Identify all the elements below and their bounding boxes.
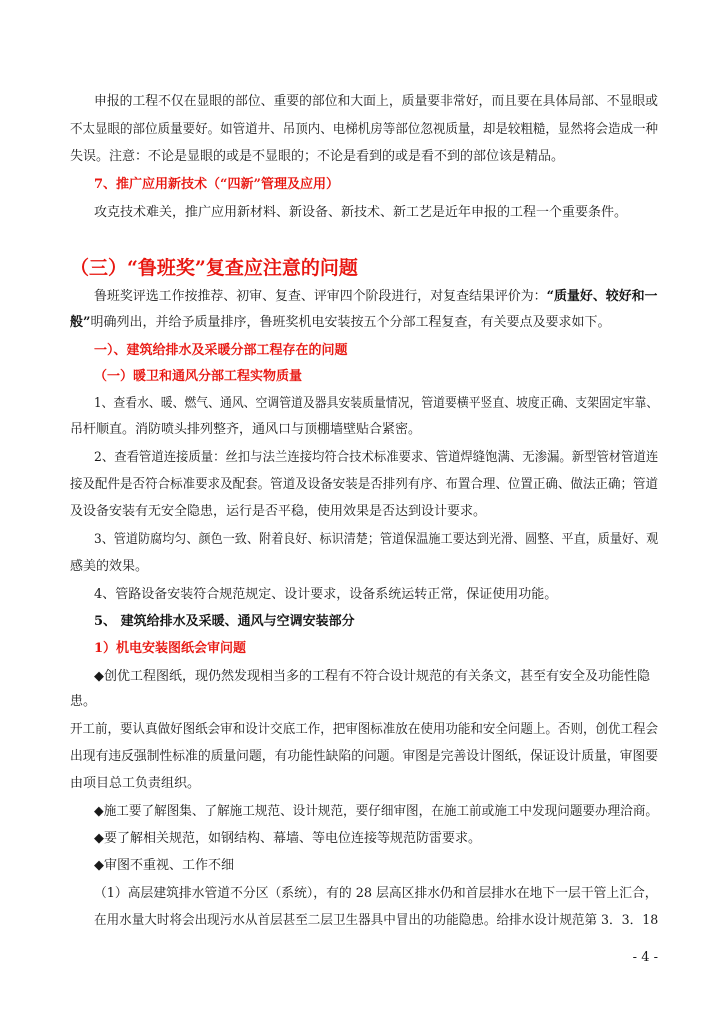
paragraph-line: 1、查看水、暖、燃气、通风、空调管道及器具安装质量情况，管道要横平竖直、坡度正确、支架固定牢靠、: [94, 396, 659, 411]
paragraph-text: 明确列出，并给予质量排序，鲁班奖机电安装按五个分部工程复查，有关要点及要求如下。: [90, 315, 611, 330]
paragraph-line: 出现有违反强制性标准的质量问题，有功能性缺陷的问题。审图是完善设计图纸，保证设计质量，审图要: [70, 749, 659, 764]
section-title: （三）“鲁班奖”复查应注意的问题: [70, 257, 358, 279]
bullet-line: ◆审图不重视、工作不细: [94, 858, 234, 873]
paragraph-line: 吊杆顺直。消防喷头排列整齐，通风口与顶棚墙壁贴合紧密。: [70, 422, 422, 437]
paragraph-line: 开工前，要认真做好图纸会审和设计交底工作，把审图标准放在使用功能和安全问题上。否则，创优工程会: [70, 722, 659, 737]
paragraph-line: 不太显眼的部位质量要好。如管道井、吊顶内、电梯机房等部位忽视质量，却是较粗糙，显然将会造成一种: [70, 122, 659, 137]
paragraph-line: 感美的效果。: [70, 559, 149, 574]
paragraph-line: 在用水量大时将会出现污水从首层甚至二层卫生器具中冒出的功能隐患。给排水设计规范第 3．3．18: [94, 913, 659, 928]
paragraph-line: 攻克技术难关，推广应用新材料、新设备、新技术、新工艺是近年申报的工程一个重要条件。: [94, 205, 628, 220]
bullet-line: 患。: [70, 694, 97, 709]
paragraph-line: 接及配件是否符合标准要求及配套。管道及设备安装是否排列有序、布置合理、位置正确、做法正确；管道: [70, 477, 659, 492]
paragraph-line: 2、查看管道连接质量：丝扣与法兰连接均符合技术标准要求、管道焊缝饱满、无渗漏。新型管材管道连: [94, 450, 659, 465]
paragraph-line: 由项目总工负责组织。: [70, 776, 201, 791]
rating-quote: “质量好、较好和一: [546, 289, 658, 304]
bullet-line: ◆施工要了解图集、了解施工规范、设计规范，要仔细审图，在施工前或施工中发现问题要办理洽商。: [94, 804, 659, 819]
paragraph-line: [70, 313, 611, 333]
paragraph-line: 申报的工程不仅在显眼的部位、重要的部位和大面上，质量要非常好，而且要在具体局部、不显眼或: [94, 94, 659, 109]
paragraph-line: （1）高层建筑排水管道不分区（系统），有的 28 层高区排水仍和首层排水在地下一层干管上汇合，: [94, 886, 658, 901]
rating-quote: 般”: [70, 315, 91, 330]
page-number: - 4 -: [632, 950, 658, 965]
subheading-installation: 5、 建筑给排水及采暖、通风与空调安装部分: [94, 614, 355, 629]
subheading-hvac-quality: （一）暖卫和通风分部工程实物质量: [94, 369, 303, 384]
bullet-line: ◆创优工程图纸，现仍然发现相当多的工程有不符合设计规范的有关条文，甚至有安全及功能性隐: [94, 669, 650, 684]
paragraph-line: 失误。注意：不论是显眼的或是不显眼的；不论是看到的或是看不到的部位该是精品。: [70, 149, 565, 164]
paragraph-text: 鲁班奖评选工作按推荐、初审、复查、评审四个阶段进行，对复查结果评价为：: [94, 289, 547, 304]
paragraph-line: 4、管路设备安装符合规范规定、设计要求，设备系统运转正常，保证使用功能。: [94, 587, 558, 602]
subheading-plumbing: 一）、建筑给排水及采暖分部工程存在的问题: [94, 343, 348, 358]
bullet-line: ◆要了解相关规范，如钢结构、幕墙、等电位连接等规范防雷要求。: [94, 831, 481, 846]
paragraph-line: 及设备安装有无安全隐患，运行是否平稳，使用效果是否达到设计要求。: [70, 504, 487, 519]
paragraph-line: 3、管道防腐均匀、颜色一致、附着良好、标识清楚；管道保温施工要达到光滑、圆整、平直，质量好、观: [94, 532, 659, 547]
heading-new-tech: 7、推广应用新技术（“四新”管理及应用）: [94, 177, 340, 192]
paragraph-line: [94, 287, 657, 307]
subheading-drawing-review: 1）机电安装图纸会审问题: [94, 641, 247, 656]
